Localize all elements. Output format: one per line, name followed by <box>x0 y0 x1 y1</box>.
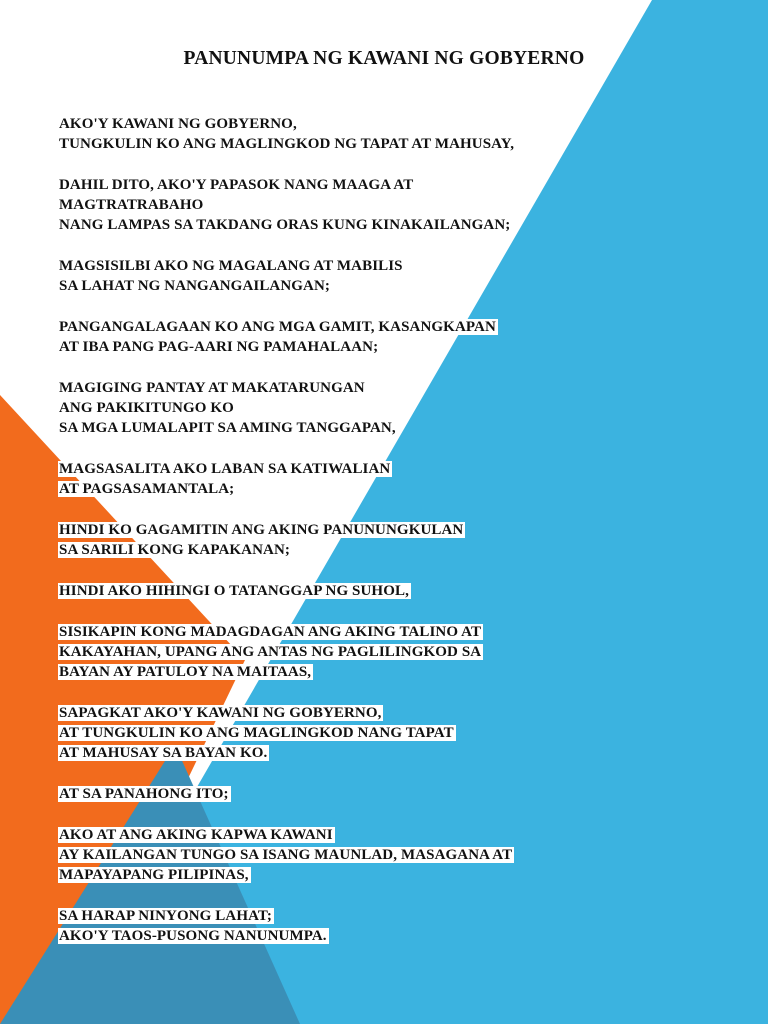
oath-line <box>58 215 738 235</box>
oath-line-text: SISIKAPIN KONG MADAGDAGAN ANG AKING TALINO AT <box>59 624 482 640</box>
oath-stanza <box>58 906 738 946</box>
oath-line-text: PANGANGALAGAAN KO ANG MGA GAMIT, KASANGKAPAN <box>59 319 496 335</box>
oath-line <box>58 256 738 276</box>
oath-stanza <box>58 703 738 763</box>
oath-line-text: ANG PAKIKITUNGO KO <box>59 400 234 416</box>
oath-line-text: NANG LAMPAS SA TAKDANG ORAS KUNG KINAKAILANGAN; <box>59 217 511 233</box>
oath-line <box>58 743 738 763</box>
oath-line <box>58 520 738 540</box>
oath-line-text: AT SA PANAHONG ITO; <box>59 786 229 802</box>
oath-line <box>58 195 738 215</box>
oath-line-text: HINDI AKO HIHINGI O TATANGGAP NG SUHOL, <box>59 583 409 599</box>
oath-line <box>58 662 738 682</box>
oath-line-text: AY KAILANGAN TUNGO SA ISANG MAUNLAD, MASAGANA AT <box>59 847 513 863</box>
oath-line <box>58 479 738 499</box>
oath-line <box>58 337 738 357</box>
oath-line-text: AT IBA PANG PAG-AARI NG PAMAHALAAN; <box>59 339 379 355</box>
oath-line-text: AKO AT ANG AKING KAPWA KAWANI <box>59 827 333 843</box>
oath-line <box>58 581 738 601</box>
oath-line-text: SAPAGKAT AKO'Y KAWANI NG GOBYERNO, <box>59 705 382 721</box>
oath-line <box>58 175 738 195</box>
oath-line <box>58 845 738 865</box>
oath-line <box>58 703 738 723</box>
oath-line-text: TUNGKULIN KO ANG MAGLINGKOD NG TAPAT AT MAHUSAY, <box>59 136 515 152</box>
oath-stanza <box>58 581 738 601</box>
oath-line <box>58 825 738 845</box>
oath-line <box>58 540 738 560</box>
oath-line-text: SA SARILI KONG KAPAKANAN; <box>59 542 290 558</box>
oath-line-text: BAYAN AY PATULOY NA MAITAAS, <box>59 664 312 680</box>
oath-stanza <box>58 378 738 438</box>
oath-stanza <box>58 256 738 296</box>
oath-line <box>58 642 738 662</box>
oath-line-text: SA HARAP NINYONG LAHAT; <box>59 908 273 924</box>
oath-line <box>58 723 738 743</box>
oath-line-text: DAHIL DITO, AKO'Y PAPASOK NANG MAAGA AT <box>59 177 414 193</box>
oath-line-text: AT MAHUSAY SA BAYAN KO. <box>59 745 268 761</box>
oath-line-text: MAGSASALITA AKO LABAN SA KATIWALIAN <box>59 461 391 477</box>
oath-stanza <box>58 825 738 885</box>
oath-line-text: MAGSISILBI AKO NG MAGALANG AT MABILIS <box>59 258 403 274</box>
oath-line <box>58 317 738 337</box>
oath-stanza <box>58 622 738 682</box>
oath-line-text: SA LAHAT NG NANGANGAILANGAN; <box>59 278 331 294</box>
oath-stanza <box>58 459 738 499</box>
oath-line-text: AT TUNGKULIN KO ANG MAGLINGKOD NANG TAPAT <box>59 725 454 741</box>
page-title: PANUNUMPA NG KAWANI NG GOBYERNO <box>183 48 585 69</box>
oath-line <box>58 276 738 296</box>
oath-line-text: AT PAGSASAMANTALA; <box>59 481 235 497</box>
oath-stanza <box>58 175 738 235</box>
oath-line-text: HINDI KO GAGAMITIN ANG AKING PANUNUNGKULAN <box>59 522 464 538</box>
oath-stanza <box>58 317 738 357</box>
oath-line <box>58 114 738 134</box>
oath-line-text: MAGIGING PANTAY AT MAKATARUNGAN <box>59 380 365 396</box>
oath-line <box>58 906 738 926</box>
oath-line <box>58 378 738 398</box>
oath-line-text: MAPAYAPANG PILIPINAS, <box>59 867 249 883</box>
oath-stanza <box>58 520 738 560</box>
oath-line <box>58 459 738 479</box>
oath-line-text: KAKAYAHAN, UPANG ANG ANTAS NG PAGLILINGKOD SA <box>59 644 482 660</box>
oath-line <box>58 865 738 885</box>
oath-line <box>58 134 738 154</box>
oath-line-text: AKO'Y TAOS-PUSONG NANUNUMPA. <box>59 928 327 944</box>
oath-line-text: SA MGA LUMALAPIT SA AMING TANGGAPAN, <box>59 420 396 436</box>
oath-line-text: MAGTRATRABAHO <box>59 197 204 213</box>
oath-line-text: AKO'Y KAWANI NG GOBYERNO, <box>59 116 297 132</box>
oath-body <box>58 114 738 967</box>
oath-stanza <box>58 114 738 154</box>
oath-line <box>58 622 738 642</box>
oath-stanza <box>58 784 738 804</box>
oath-line <box>58 398 738 418</box>
oath-line <box>58 784 738 804</box>
oath-line <box>58 418 738 438</box>
oath-line <box>58 926 738 946</box>
